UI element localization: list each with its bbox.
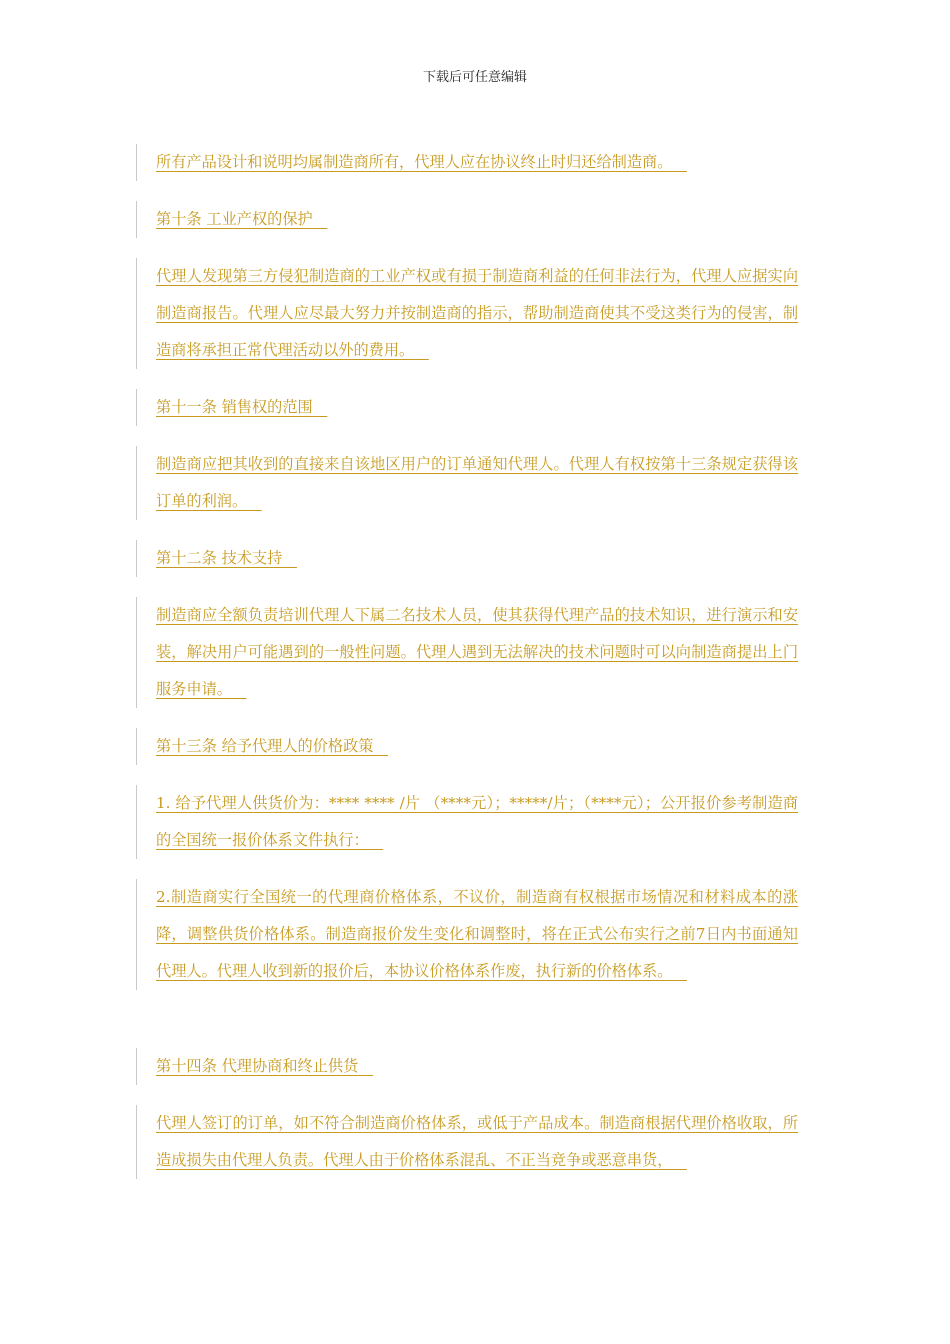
paragraph-block	[136, 1105, 798, 1179]
paragraph-article-13-item-2: 2.制造商实行全国统一的代理商价格体系，不议价，制造商有权根据市场情况和材料成本的涨降，调整供货价格体系。制造商报价发生变化和调整时，将在正式公布实行之前7日内书面通知代理人。代理人收到新的报价后，本协议价格体系作废，执行新的价格体系。	[156, 888, 798, 980]
paragraph-article-10-body: 代理人发现第三方侵犯制造商的工业产权或有损于制造商利益的任何非法行为，代理人应据实向制造商报告。代理人应尽最大努力并按制造商的指示，帮助制造商使其不受这类行为的侵害，制造商将承担正常代理活动以外的费用。	[156, 267, 798, 359]
paragraph-block	[136, 201, 798, 238]
paragraph-article-12-body: 制造商应全额负责培训代理人下属二名技术人员，使其获得代理产品的技术知识，进行演示和安装，解决用户可能遇到的一般性问题。代理人遇到无法解决的技术问题时可以向制造商提出上门服务申请。	[156, 606, 798, 698]
paragraph-block	[136, 389, 798, 426]
paragraph-block	[136, 785, 798, 859]
paragraph-article-13-item-1: 1. 给予代理人供货价为：**** **** /片 （****元）；*****/片；（****元）；公开报价参考制造商的全国统一报价体系文件执行：	[156, 794, 798, 849]
heading-article-12: 第十二条 技术支持	[156, 549, 283, 567]
heading-article-13: 第十三条 给予代理人的价格政策	[156, 737, 374, 755]
paragraph-article-14-body: 代理人签订的订单，如不符合制造商价格体系，或低于产品成本。制造商根据代理价格收取，所造成损失由代理人负责。代理人由于价格体系混乱、不正当竞争或恶意串货，	[156, 1114, 798, 1169]
heading-article-11: 第十一条 销售权的范围	[156, 398, 313, 416]
heading-article-14: 第十四条 代理协商和终止供货	[156, 1057, 359, 1075]
paragraph-block	[136, 540, 798, 577]
paragraph-article-11-body: 制造商应把其收到的直接来自该地区用户的订单通知代理人。代理人有权按第十三条规定获得该订单的利润。	[156, 455, 798, 510]
paragraph-block	[136, 879, 798, 990]
paragraph-block	[136, 597, 798, 708]
paragraph-block	[136, 144, 798, 181]
paragraph-block	[136, 728, 798, 765]
paragraph-block	[136, 446, 798, 520]
heading-article-10: 第十条 工业产权的保护	[156, 210, 313, 228]
page-header: 下载后可任意编辑	[422, 70, 527, 85]
paragraph-block	[136, 1048, 798, 1085]
paragraph-block	[136, 258, 798, 369]
paragraph-product-design: 所有产品设计和说明均属制造商所有，代理人应在协议终止时归还给制造商。	[156, 153, 673, 171]
